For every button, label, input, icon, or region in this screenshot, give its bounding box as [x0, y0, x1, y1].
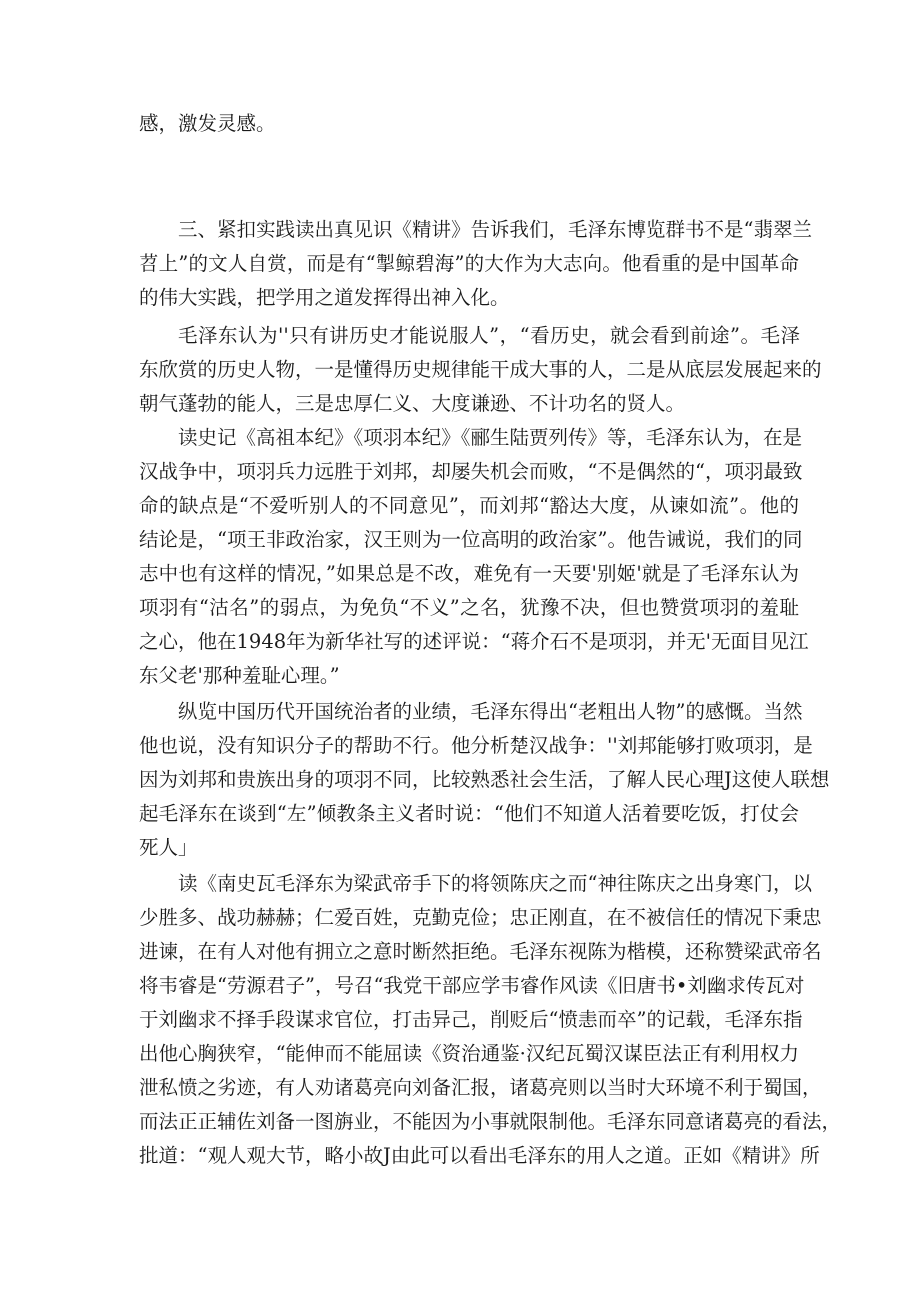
paragraph-line: 汉战争中，项羽兵力远胜于刘邦，却屡失机会而败，“不是偶然的“，项羽最致: [139, 460, 803, 483]
paragraph-line: 之心，他在1948年为新华社写的述评说：“蒋介石不是项羽，并无'无面目见江: [139, 630, 809, 653]
paragraph-line: 少胜多、战功赫赫；仁爱百姓，克勤克俭；忠正刚直，在不被信任的情况下秉忠: [139, 906, 822, 929]
paragraph-line: 东欣赏的历史人物，一是懂得历史规律能干成大事的人，二是从底层发展起来的: [139, 358, 822, 381]
paragraph-line: 起毛泽东在谈到“左”倾教条主义者时说：“他们不知道人活着要吃饭，打仗会: [139, 802, 799, 825]
section-heading-line: 三、紧扣实践读出真见识《精讲》告诉我们，毛泽东博览群书不是“翡翠兰: [178, 218, 812, 241]
paragraph-line: 读《南史瓦毛泽东为梁武帝手下的将领陈庆之而“神往陈庆之出身寒门，以: [178, 872, 812, 895]
paragraph-line: 命的缺点是“不爱听别人的不同意见”，而刘邦“豁达大度，从谏如流”。他的: [139, 494, 799, 517]
paragraph-line: 纵览中国历代开国统治者的业绩，毛泽东得出“老粗出人物”的感慨。当然: [178, 700, 803, 723]
paragraph-line: 毛泽东认为''只有讲历史才能说服人”，“看历史，就会看到前途”。毛泽: [178, 324, 800, 347]
paragraph-line: 出他心胸狭窄，“能伸而不能屈读《资治通鉴·汉纪瓦蜀汉谋臣法正有利用权力: [139, 1042, 799, 1065]
paragraph-line: 朝气蓬勃的能人，三是忠厚仁义、大度谦逊、不计功名的贤人。: [139, 392, 686, 415]
paragraph-line: 泄私愤之劣迹，有人劝诸葛亮向刘备汇报，诸葛亮则以当时大环境不利于蜀国，: [139, 1076, 822, 1099]
paragraph-line: 而法正正辅佐刘备一图旃业，不能因为小事就限制他。毛泽东同意诸葛亮的看法，: [139, 1110, 842, 1133]
paragraph-line: 进谏，在有人对他有拥立之意时断然拒绝。毛泽东视陈为楷模，还称赞梁武帝名: [139, 940, 822, 963]
paragraph-line: 项羽有“沽名”的弱点，为免负“不义”之名，犹豫不决，但也赞赏项羽的羞耻: [139, 596, 799, 619]
paragraph-line: 志中也有这样的情况，”如果总是不改，难免有一天要'别姬'就是了毛泽东认为: [139, 562, 799, 585]
paragraph-line: 结论是，“项王非政治家，汉王则为一位高明的政治家”。他告诫说，我们的同: [139, 528, 803, 551]
paragraph-line: 感，激发灵感。: [139, 112, 276, 135]
paragraph-line: 因为刘邦和贵族出身的项羽不同，比较熟悉社会生活，了解人民心理J这使人联想: [139, 768, 830, 791]
paragraph-line: 批道：“观人观大节，略小故J由此可以看出毛泽东的用人之道。正如《精讲》所: [139, 1144, 820, 1167]
paragraph-line: 读史记《高祖本纪》《项羽本纪》《郦生陆贾列传》等，毛泽东认为，在是: [178, 426, 803, 449]
paragraph-line: 东父老'那种羞耻心理。”: [139, 664, 340, 687]
paragraph-line: 死人」: [139, 836, 198, 859]
paragraph-line: 的伟大实践，把学用之道发挥得出神入化。: [139, 286, 510, 309]
paragraph-line: 他也说，没有知识分子的帮助不行。他分析楚汉战争：''刘邦能够打败项羽，是: [139, 734, 813, 757]
paragraph-line: 将韦睿是“劳源君子”，号召“我党干部应学韦睿作风读《旧唐书•刘幽求传瓦对: [139, 974, 805, 997]
paragraph-line: 于刘幽求不择手段谋求官位，打击异己，削贬后“愤恚而卒”的记载，毛泽东指: [139, 1008, 803, 1031]
paragraph-line: 苕上”的文人自赏，而是有“掣鲸碧海”的大作为大志向。他看重的是中国革命: [139, 252, 799, 275]
